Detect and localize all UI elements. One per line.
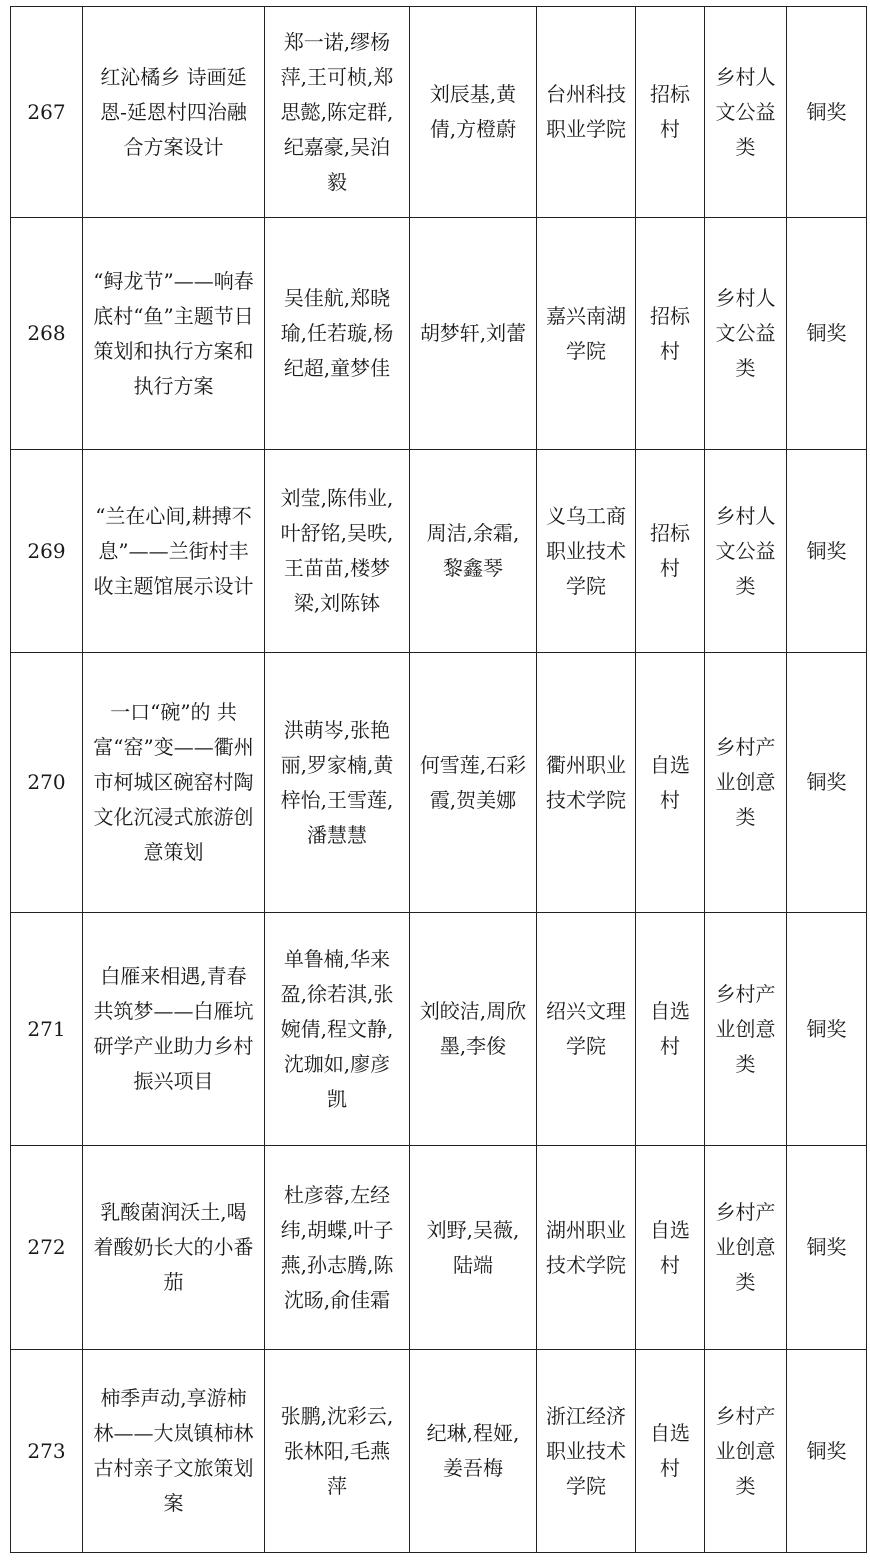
category: 乡村产业创意类	[705, 1350, 787, 1553]
award: 铜奖	[787, 218, 867, 450]
category: 乡村产业创意类	[705, 653, 787, 913]
village-type: 自选村	[636, 653, 705, 913]
team-members: 张鹏,沈彩云,张林阳,毛燕萍	[265, 1350, 410, 1553]
table-row	[11, 1350, 867, 1553]
row-number: 271	[11, 913, 83, 1146]
school: 浙江经济职业技术学院	[537, 1350, 636, 1553]
school: 衢州职业技术学院	[537, 653, 636, 913]
project-name: 红沁橘乡 诗画延恩-延恩村四治融合方案设计	[83, 7, 265, 218]
advisors: 刘皎洁,周欣墨,李俊	[410, 913, 537, 1146]
school: 绍兴文理学院	[537, 913, 636, 1146]
table-row	[11, 218, 867, 450]
advisors: 胡梦轩,刘蕾	[410, 218, 537, 450]
project-name: 白雁来相遇,青春共筑梦——白雁坑研学产业助力乡村振兴项目	[83, 913, 265, 1146]
category: 乡村产业创意类	[705, 1146, 787, 1350]
advisors: 刘野,吴薇,陆端	[410, 1146, 537, 1350]
row-number: 268	[11, 218, 83, 450]
village-type: 招标村	[636, 218, 705, 450]
award: 铜奖	[787, 450, 867, 653]
row-number: 267	[11, 7, 83, 218]
school: 嘉兴南湖学院	[537, 218, 636, 450]
advisors: 刘辰基,黄倩,方橙蔚	[410, 7, 537, 218]
project-name: “兰在心间,耕搏不息”——兰街村丰收主题馆展示设计	[83, 450, 265, 653]
category: 乡村人文公益类	[705, 218, 787, 450]
award: 铜奖	[787, 7, 867, 218]
team-members: 郑一诺,缪杨萍,王可桢,郑思懿,陈定群,纪嘉豪,吴泊毅	[265, 7, 410, 218]
row-number: 272	[11, 1146, 83, 1350]
table-row	[11, 913, 867, 1146]
award: 铜奖	[787, 1146, 867, 1350]
table-row	[11, 450, 867, 653]
team-members: 洪萌岑,张艳丽,罗家楠,黄梓怡,王雪莲,潘慧慧	[265, 653, 410, 913]
row-number: 270	[11, 653, 83, 913]
table-row	[11, 7, 867, 218]
school: 义乌工商职业技术学院	[537, 450, 636, 653]
advisors: 周洁,余霜,黎鑫琴	[410, 450, 537, 653]
row-number: 273	[11, 1350, 83, 1553]
table-row	[11, 1146, 867, 1350]
category: 乡村人文公益类	[705, 7, 787, 218]
village-type: 自选村	[636, 1146, 705, 1350]
award: 铜奖	[787, 653, 867, 913]
school: 台州科技职业学院	[537, 7, 636, 218]
village-type: 自选村	[636, 913, 705, 1146]
team-members: 杜彦蓉,左经纬,胡蝶,叶子燕,孙志腾,陈沈旸,俞佳霜	[265, 1146, 410, 1350]
category: 乡村产业创意类	[705, 913, 787, 1146]
advisors: 纪琳,程娅,姜吾梅	[410, 1350, 537, 1553]
project-name: 一口“碗”的 共富“窑”变——衢州市柯城区碗窑村陶文化沉浸式旅游创意策划	[83, 653, 265, 913]
award: 铜奖	[787, 913, 867, 1146]
project-name: 乳酸菌润沃土,喝着酸奶长大的小番茄	[83, 1146, 265, 1350]
village-type: 自选村	[636, 1350, 705, 1553]
team-members: 单鲁楠,华来盈,徐若淇,张婉倩,程文静,沈珈如,廖彦凯	[265, 913, 410, 1146]
advisors: 何雪莲,石彩霞,贺美娜	[410, 653, 537, 913]
category: 乡村人文公益类	[705, 450, 787, 653]
village-type: 招标村	[636, 7, 705, 218]
project-name: “鲟龙节”——响春底村“鱼”主题节日策划和执行方案和执行方案	[83, 218, 265, 450]
team-members: 刘莹,陈伟业,叶舒铭,吴昳,王苗苗,楼梦梁,刘陈钵	[265, 450, 410, 653]
village-type: 招标村	[636, 450, 705, 653]
row-number: 269	[11, 450, 83, 653]
table-row	[11, 653, 867, 913]
school: 湖州职业技术学院	[537, 1146, 636, 1350]
project-name: 柿季声动,享游柿林——大岚镇柿林古村亲子文旅策划案	[83, 1350, 265, 1553]
awards-table	[10, 6, 867, 1553]
team-members: 吴佳航,郑晓瑜,任若璇,杨纪超,童梦佳	[265, 218, 410, 450]
award: 铜奖	[787, 1350, 867, 1553]
